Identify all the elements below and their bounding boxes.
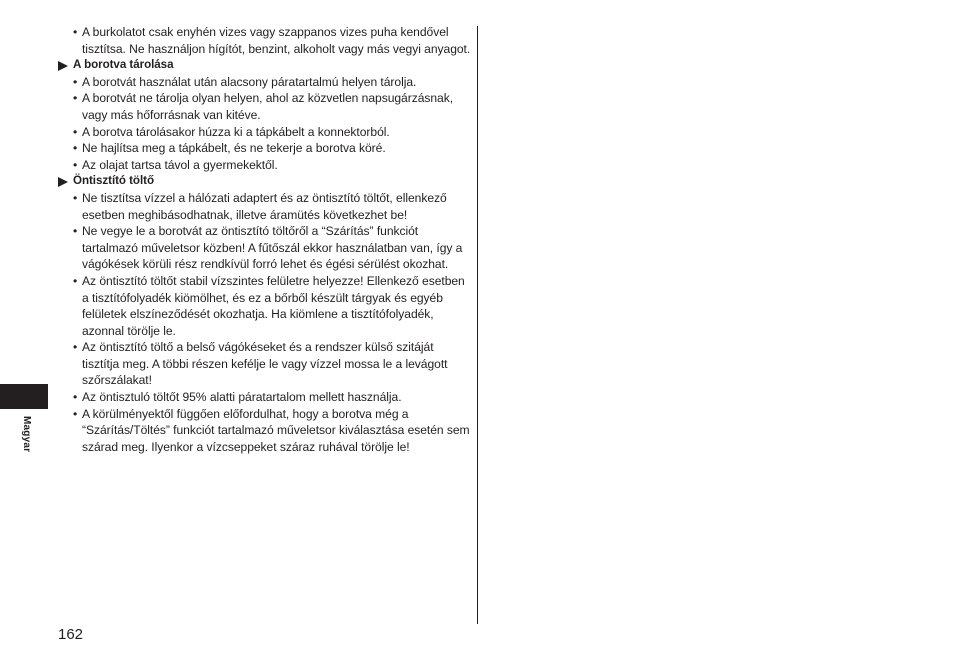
bullet-dot: • (73, 124, 78, 139)
bullet-dot: • (73, 74, 78, 89)
arrow-right-icon (58, 177, 68, 187)
bullet-item (58, 223, 472, 273)
bullet-text: Ne vegye le a borotvát az öntisztító töltőről a “Szárítás” funkciót tartalmazó műveletsor közben! A fűtőszál ekkor használatban van, így a vágókések körüli rész rendkívül forró lehet és égési sérülést okozhat. (82, 224, 463, 272)
bullet-item (58, 124, 472, 141)
bullet-item (58, 24, 472, 57)
language-label: Magyar (21, 416, 32, 453)
manual-text-column (58, 24, 472, 455)
bullet-item (58, 74, 472, 91)
section-heading-self-cleaning-charger (58, 173, 472, 190)
bullet-dot: • (73, 190, 78, 205)
bullet-item (58, 406, 472, 456)
bullet-text: Ne hajlítsa meg a tápkábelt, és ne tekerje a borotva köré. (82, 141, 386, 156)
section-heading-text: Öntisztító töltő (73, 174, 154, 188)
bullet-text: Az öntisztító töltőt stabil vízszintes felületre helyezze! Ellenkező esetben a tisztítófolyadék kiömölhet, és ez a bőrből készült tárgyak és egyéb felületek elszíneződését okozhatja. Ha kiömlene a tisztítófolyadék, azonnal törölje le. (82, 273, 465, 338)
bullet-dot: • (73, 157, 78, 172)
bullet-dot: • (73, 141, 78, 156)
bullet-dot: • (73, 390, 78, 405)
bullet-item (58, 339, 472, 389)
page-number: 162 (58, 626, 84, 643)
bullet-dot: • (73, 224, 78, 239)
bullet-text: A burkolatot csak enyhén vizes vagy szappanos vizes puha kendővel tisztítsa. Ne használjon hígítót, benzint, alkoholt vagy más vegyi anyagot. (82, 25, 471, 56)
arrow-right-icon (58, 61, 68, 71)
section-heading-storage (58, 57, 472, 74)
bullet-text: A borotvát használat után alacsony páratartalmú helyen tárolja. (82, 74, 417, 89)
language-tab-marker (0, 384, 48, 409)
bullet-dot: • (73, 406, 78, 421)
bullet-item (58, 90, 472, 123)
bullet-item (58, 273, 472, 339)
bullet-text: Az öntisztuló töltőt 95% alatti páratartalom mellett használja. (82, 390, 402, 405)
bullet-text: A körülményektől függően előfordulhat, hogy a borotva még a “Szárítás/Töltés” funkciót tartalmazó műveletsor kiválasztása esetén sem szárad meg. Ilyenkor a vízcseppeket száraz ruhával törölje le! (82, 406, 470, 454)
bullet-item (58, 140, 472, 157)
bullet-text: Ne tisztítsa vízzel a hálózati adaptert és az öntisztító töltőt, ellenkező esetben meghibásodhatnak, illetve áramütés következhet be! (82, 190, 447, 222)
column-divider (477, 26, 478, 624)
section-heading-text: A borotva tárolása (73, 58, 174, 72)
bullet-dot: • (73, 91, 78, 106)
bullet-text: A borotva tárolásakor húzza ki a tápkábelt a konnektorból. (82, 124, 390, 139)
bullet-item (58, 157, 472, 174)
bullet-text: A borotvát ne tárolja olyan helyen, ahol az közvetlen napsugárzásnak, vagy más hőforrásnak van kitéve. (82, 91, 454, 122)
bullet-dot: • (73, 273, 78, 288)
bullet-text: Az öntisztító töltő a belső vágókéseket és a rendszer külső szitáját tisztítja meg. A többi részen kefélje le vagy vízzel mossa le a levágott szőrszálakat! (82, 340, 448, 388)
bullet-text: Az olajat tartsa távol a gyermekektől. (82, 157, 278, 172)
bullet-dot: • (73, 25, 78, 39)
bullet-item (58, 389, 472, 406)
bullet-dot: • (73, 340, 78, 355)
bullet-item (58, 190, 472, 223)
